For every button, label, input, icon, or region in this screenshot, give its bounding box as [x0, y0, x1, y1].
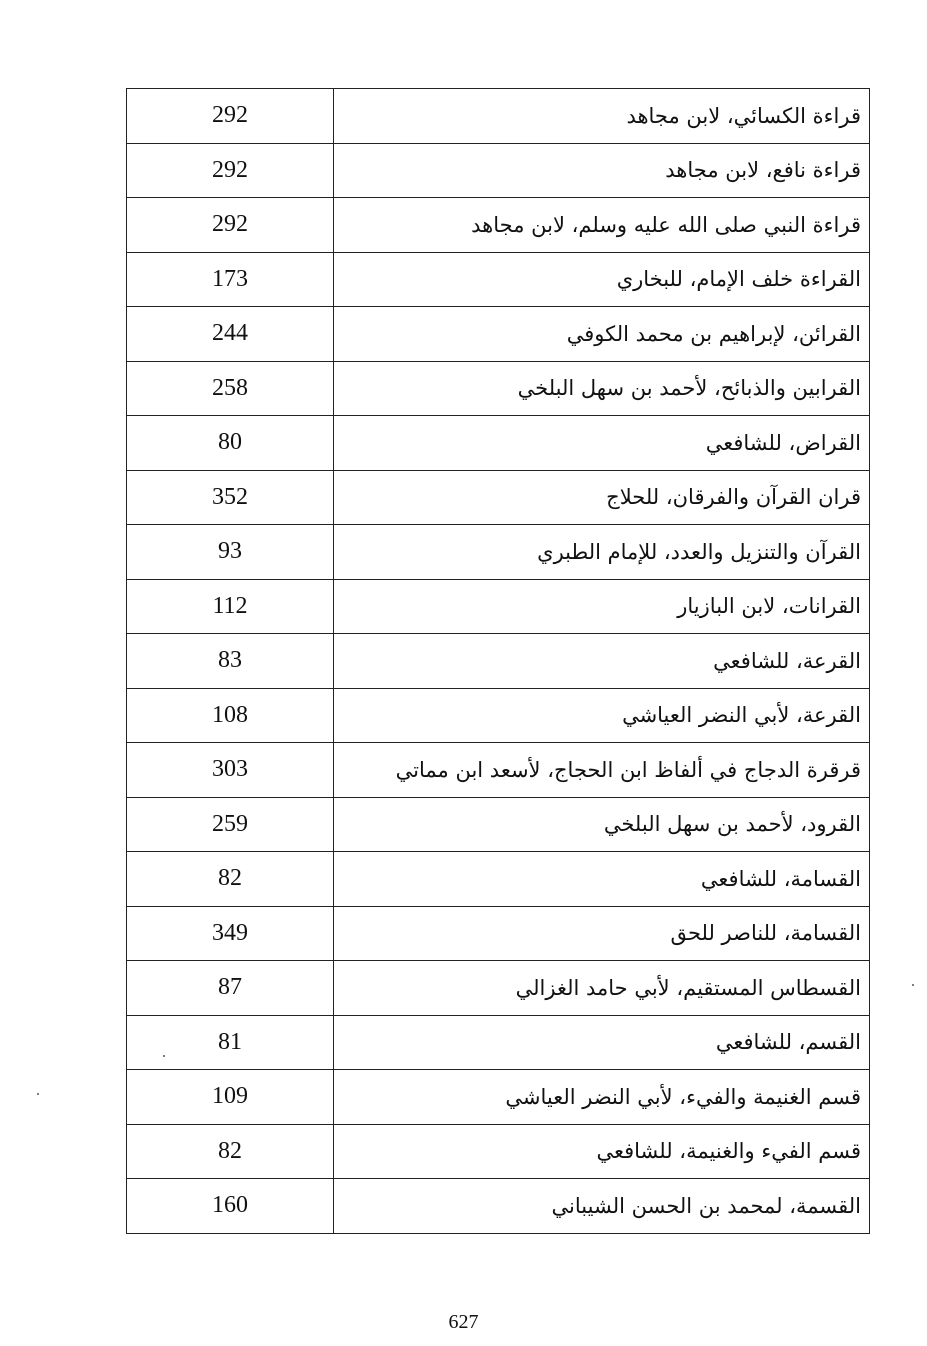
index-row [127, 797, 870, 852]
index-entry-title: القرانات، لابن البازيار [334, 579, 870, 634]
index-entry-title: قسم الغنيمة والفيء، لأبي النضر العياشي [334, 1070, 870, 1125]
index-page-number: 80 [127, 416, 334, 471]
index-page-number: 352 [127, 470, 334, 525]
index-page-number: 292 [127, 89, 334, 144]
index-page-number: 108 [127, 688, 334, 743]
scan-speck [912, 984, 914, 986]
index-page-number: 160 [127, 1179, 334, 1234]
index-row [127, 361, 870, 416]
index-page-number: 258 [127, 361, 334, 416]
index-entry-title: القسامة، للناصر للحق [334, 906, 870, 961]
index-page-number: 112 [127, 579, 334, 634]
index-table-body [127, 89, 870, 1234]
index-page-number: 87 [127, 961, 334, 1016]
index-page-number: 82 [127, 1124, 334, 1179]
index-page-number: 109 [127, 1070, 334, 1125]
index-row [127, 634, 870, 689]
index-row [127, 961, 870, 1016]
index-page-number: 82 [127, 852, 334, 907]
index-row [127, 416, 870, 471]
index-page-number: 93 [127, 525, 334, 580]
index-entry-title: القسم، للشافعي [334, 1015, 870, 1070]
index-row [127, 1124, 870, 1179]
index-row [127, 252, 870, 307]
index-page-number: 292 [127, 143, 334, 198]
index-row [127, 579, 870, 634]
index-page-number: 259 [127, 797, 334, 852]
index-entry-title: القرعة، لأبي النضر العياشي [334, 688, 870, 743]
index-page-number: 349 [127, 906, 334, 961]
index-entry-title: القسطاس المستقيم، لأبي حامد الغزالي [334, 961, 870, 1016]
index-page-number: 173 [127, 252, 334, 307]
index-row [127, 688, 870, 743]
index-entry-title: قسم الفيء والغنيمة، للشافعي [334, 1124, 870, 1179]
index-entry-title: القسمة، لمحمد بن الحسن الشيباني [334, 1179, 870, 1234]
index-entry-title: القراءة خلف الإمام، للبخاري [334, 252, 870, 307]
index-page-number: 244 [127, 307, 334, 362]
index-entry-title: قراءة نافع، لابن مجاهد [334, 143, 870, 198]
index-row [127, 89, 870, 144]
index-entry-title: القرود، لأحمد بن سهل البلخي [334, 797, 870, 852]
index-row [127, 307, 870, 362]
index-row [127, 198, 870, 253]
book-index-table [126, 88, 870, 1234]
index-entry-title: القرابين والذبائح، لأحمد بن سهل البلخي [334, 361, 870, 416]
index-row [127, 1015, 870, 1070]
index-entry-title: القرآن والتنزيل والعدد، للإمام الطبري [334, 525, 870, 580]
page-number: 627 [448, 1311, 479, 1333]
index-entry-title: قرقرة الدجاج في ألفاظ ابن الحجاج، لأسعد ابن مماتي [334, 743, 870, 798]
index-row [127, 143, 870, 198]
index-page-number: 81 [127, 1015, 334, 1070]
index-entry-title: قراءة النبي صلى الله عليه وسلم، لابن مجاهد [334, 198, 870, 253]
index-row [127, 1179, 870, 1234]
index-row [127, 743, 870, 798]
index-entry-title: القرائن، لإبراهيم بن محمد الكوفي [334, 307, 870, 362]
scan-speck [37, 1093, 39, 1095]
index-page-number: 303 [127, 743, 334, 798]
index-entry-title: القراض، للشافعي [334, 416, 870, 471]
index-entry-title: القسامة، للشافعي [334, 852, 870, 907]
index-entry-title: قراءة الكسائي، لابن مجاهد [334, 89, 870, 144]
index-page-number: 83 [127, 634, 334, 689]
scan-speck [163, 1055, 165, 1057]
index-entry-title: القرعة، للشافعي [334, 634, 870, 689]
index-page-number: 292 [127, 198, 334, 253]
index-row [127, 470, 870, 525]
index-row [127, 906, 870, 961]
index-row [127, 1070, 870, 1125]
index-row [127, 852, 870, 907]
index-entry-title: قران القرآن والفرقان، للحلاج [334, 470, 870, 525]
index-row [127, 525, 870, 580]
